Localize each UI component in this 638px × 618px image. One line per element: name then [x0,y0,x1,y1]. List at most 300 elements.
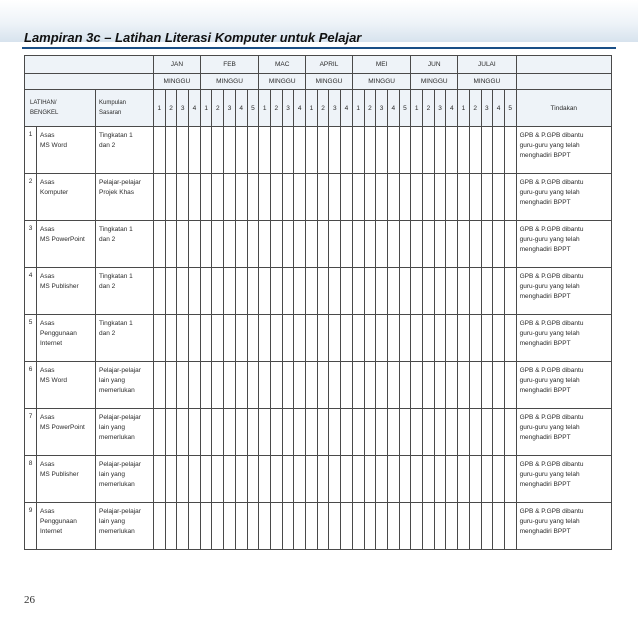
week-cell [493,268,505,315]
week-cell [317,503,329,550]
minggu-label: MINGGU [306,74,353,90]
week-number: 3 [434,90,446,127]
kumpulan-text: memerlukan [99,481,135,488]
week-cell [399,456,411,503]
week-cell [177,456,189,503]
latihan-cell [37,174,96,221]
week-cell [423,221,435,268]
kumpulan-text: Tingkatan 1 [99,226,133,233]
week-cell [434,315,446,362]
week-cell [399,315,411,362]
tindakan-text: GPB & P.GPB dibantu [519,179,584,186]
week-cell [235,315,247,362]
month-header-row [25,56,612,74]
week-cell [154,315,166,362]
week-cell [259,268,271,315]
week-cell [177,268,189,315]
latihan-cell [37,409,96,456]
tindakan-text: guru-guru yang telah [519,424,580,431]
kumpulan-cell [96,315,154,362]
week-cell [189,503,201,550]
week-cell [224,127,236,174]
month-jan: JAN [154,56,201,74]
week-cell [165,221,177,268]
week-cell [469,174,481,221]
week-number: 4 [341,90,353,127]
table-row [25,174,612,221]
week-cell [270,503,282,550]
week-number: 3 [224,90,236,127]
week-number: 2 [423,90,435,127]
tindakan-text: GPB & P.GPB dibantu [519,132,584,139]
kumpulan-cell [96,174,154,221]
kumpulan-text: dan 2 [99,236,116,243]
week-cell [423,362,435,409]
week-cell [247,456,259,503]
week-cell [294,362,306,409]
latihan-text: Asas [40,179,55,186]
week-cell [189,362,201,409]
week-cell [469,362,481,409]
week-cell [364,362,376,409]
tindakan-text: GPB & P.GPB dibantu [519,367,584,374]
latihan-text: Asas [40,226,55,233]
week-cell [259,362,271,409]
latihan-text: Asas [40,461,55,468]
week-cell [352,409,364,456]
week-cell [189,221,201,268]
tindakan-text: guru-guru yang telah [519,142,580,149]
week-cell [154,503,166,550]
week-cell [504,409,516,456]
week-cell [434,174,446,221]
week-cell [200,503,212,550]
week-cell [282,362,294,409]
week-number: 4 [446,90,458,127]
week-cell [247,503,259,550]
week-cell [282,174,294,221]
week-cell [493,127,505,174]
tindakan-text: GPB & P.GPB dibantu [519,461,584,468]
week-cell [235,127,247,174]
latihan-text: Penggunaan [40,518,77,525]
week-cell [481,221,493,268]
week-cell [165,174,177,221]
week-cell [481,127,493,174]
week-cell [200,268,212,315]
tindakan-cell [516,503,611,550]
week-number: 4 [235,90,247,127]
latihan-text: Penggunaan [40,330,77,337]
week-cell [341,127,353,174]
minggu-label: MINGGU [200,74,259,90]
tindakan-text: menghadiri BPPT [519,293,571,300]
week-cell [423,503,435,550]
week-cell [200,409,212,456]
week-cell [493,409,505,456]
kumpulan-cell [96,127,154,174]
week-cell [446,174,458,221]
week-cell [329,315,341,362]
month-feb: FEB [200,56,259,74]
latihan-text: MS PowerPoint [40,424,85,431]
kumpulan-text: Pelajar-pelajar [99,179,141,186]
week-cell [411,221,423,268]
tindakan-cell [516,127,611,174]
week-cell [504,456,516,503]
week-cell [294,174,306,221]
week-cell [317,315,329,362]
week-cell [364,409,376,456]
week-number: 4 [493,90,505,127]
column-header-row [25,90,612,127]
week-cell [469,503,481,550]
title-divider [22,47,616,49]
week-cell [212,456,224,503]
minggu-label: MINGGU [458,74,516,90]
week-cell [317,456,329,503]
week-cell [446,456,458,503]
kumpulan-text: lain yang [99,424,126,431]
tindakan-text: guru-guru yang telah [519,236,580,243]
week-number: 1 [200,90,212,127]
tindakan-cell [516,315,611,362]
kumpulan-header-line: Kumpulan [99,100,127,106]
latihan-text: MS Publisher [40,283,79,290]
week-cell [399,503,411,550]
week-cell [376,174,388,221]
kumpulan-cell [96,221,154,268]
week-cell [493,221,505,268]
week-number: 4 [189,90,201,127]
week-cell [294,221,306,268]
week-cell [165,127,177,174]
week-cell [493,362,505,409]
week-number: 3 [481,90,493,127]
week-cell [364,503,376,550]
week-cell [364,456,376,503]
latihan-text: Komputer [40,189,69,196]
latihan-cell [37,268,96,315]
table-row [25,362,612,409]
week-cell [235,409,247,456]
kumpulan-text: memerlukan [99,387,135,394]
tindakan-cell [516,268,611,315]
week-cell [317,221,329,268]
week-cell [247,127,259,174]
week-cell [259,503,271,550]
week-cell [224,268,236,315]
month-julai: JULAI [458,56,516,74]
week-cell [306,268,318,315]
week-cell [212,221,224,268]
week-cell [423,127,435,174]
week-cell [317,174,329,221]
week-cell [504,362,516,409]
week-cell [247,315,259,362]
week-number: 2 [364,90,376,127]
kumpulan-header [96,90,154,127]
latihan-text: MS PowerPoint [40,236,85,243]
week-cell [165,409,177,456]
week-cell [387,268,399,315]
week-cell [294,268,306,315]
week-cell [493,456,505,503]
week-cell [341,456,353,503]
week-cell [364,174,376,221]
week-cell [306,315,318,362]
week-cell [423,315,435,362]
week-cell [423,268,435,315]
week-cell [294,315,306,362]
table-row [25,315,612,362]
latihan-text: Asas [40,414,55,421]
week-cell [399,268,411,315]
row-number: 8 [25,456,37,503]
latihan-cell [37,221,96,268]
week-cell [458,127,470,174]
week-cell [177,174,189,221]
week-cell [154,127,166,174]
week-cell [282,127,294,174]
week-cell [294,456,306,503]
week-cell [235,221,247,268]
week-cell [352,268,364,315]
tindakan-text: menghadiri BPPT [519,387,571,394]
week-cell [434,268,446,315]
latihan-text: Internet [40,340,63,347]
week-cell [154,174,166,221]
kumpulan-text: Tingkatan 1 [99,320,133,327]
week-cell [458,174,470,221]
week-cell [189,315,201,362]
week-cell [376,456,388,503]
week-cell [154,221,166,268]
table-row [25,221,612,268]
week-cell [270,409,282,456]
week-cell [247,268,259,315]
kumpulan-text: lain yang [99,518,126,525]
week-cell [364,315,376,362]
week-number: 5 [504,90,516,127]
week-number: 3 [329,90,341,127]
week-cell [387,127,399,174]
week-cell [387,174,399,221]
row-number: 6 [25,362,37,409]
month-jun: JUN [411,56,458,74]
week-cell [341,268,353,315]
week-cell [282,221,294,268]
week-cell [504,268,516,315]
week-cell [387,503,399,550]
week-number: 4 [294,90,306,127]
row-number: 2 [25,174,37,221]
week-cell [341,174,353,221]
minggu-label: MINGGU [352,74,411,90]
week-cell [224,456,236,503]
week-cell [423,174,435,221]
week-cell [458,409,470,456]
week-cell [189,268,201,315]
week-cell [224,315,236,362]
kumpulan-text: dan 2 [99,142,116,149]
week-cell [399,221,411,268]
week-cell [212,268,224,315]
week-cell [376,221,388,268]
week-cell [458,315,470,362]
latihan-text: Asas [40,508,55,515]
week-cell [376,409,388,456]
week-cell [411,362,423,409]
week-cell [306,221,318,268]
week-cell [154,362,166,409]
minggu-header-row [25,74,612,90]
week-cell [212,174,224,221]
week-cell [364,127,376,174]
week-cell [434,127,446,174]
tindakan-cell [516,174,611,221]
page-number: 26 [24,594,35,606]
week-cell [259,127,271,174]
week-cell [329,174,341,221]
week-cell [329,362,341,409]
week-number: 2 [165,90,177,127]
week-cell [411,174,423,221]
tindakan-text: menghadiri BPPT [519,434,571,441]
week-cell [177,409,189,456]
week-cell [306,503,318,550]
week-cell [376,362,388,409]
latihan-text: Asas [40,273,55,280]
week-cell [411,315,423,362]
week-number: 4 [387,90,399,127]
week-cell [423,409,435,456]
week-cell [306,362,318,409]
week-cell [446,362,458,409]
week-cell [469,315,481,362]
week-cell [458,503,470,550]
week-cell [387,362,399,409]
week-cell [446,127,458,174]
week-cell [212,362,224,409]
week-cell [200,174,212,221]
week-cell [376,268,388,315]
week-cell [481,268,493,315]
kumpulan-text: lain yang [99,471,126,478]
week-cell [270,362,282,409]
week-cell [224,503,236,550]
week-cell [376,127,388,174]
latihan-text: Asas [40,320,55,327]
week-cell [282,409,294,456]
week-cell [154,268,166,315]
week-cell [352,221,364,268]
kumpulan-text: Tingkatan 1 [99,273,133,280]
week-cell [493,174,505,221]
week-cell [247,174,259,221]
tindakan-cell [516,221,611,268]
week-cell [469,409,481,456]
week-cell [224,409,236,456]
week-cell [399,362,411,409]
latihan-text: Internet [40,528,63,535]
week-cell [376,315,388,362]
kumpulan-text: Pelajar-pelajar [99,461,141,468]
week-cell [224,174,236,221]
week-cell [329,503,341,550]
week-cell [212,127,224,174]
week-cell [306,456,318,503]
week-cell [200,127,212,174]
week-cell [399,174,411,221]
week-cell [446,409,458,456]
week-cell [481,362,493,409]
latihan-cell [37,503,96,550]
kumpulan-cell [96,456,154,503]
week-cell [458,362,470,409]
blank-header-cell [516,56,611,74]
week-cell [411,503,423,550]
week-cell [212,409,224,456]
week-cell [329,127,341,174]
month-mac: MAC [259,56,306,74]
week-cell [469,456,481,503]
week-cell [481,174,493,221]
kumpulan-text: dan 2 [99,283,116,290]
row-number: 1 [25,127,37,174]
tindakan-text: menghadiri BPPT [519,481,571,488]
blank-header-cell [25,56,154,74]
week-cell [364,221,376,268]
week-cell [235,174,247,221]
week-number: 2 [317,90,329,127]
tindakan-text: GPB & P.GPB dibantu [519,508,584,515]
week-cell [329,268,341,315]
week-number: 1 [306,90,318,127]
week-cell [212,503,224,550]
week-cell [341,315,353,362]
week-cell [434,456,446,503]
week-cell [504,174,516,221]
tindakan-text: guru-guru yang telah [519,330,580,337]
week-cell [352,503,364,550]
week-cell [270,174,282,221]
week-number: 1 [352,90,364,127]
latihan-cell [37,127,96,174]
week-cell [493,503,505,550]
week-cell [469,268,481,315]
week-cell [177,221,189,268]
week-cell [423,456,435,503]
week-cell [504,221,516,268]
table-row [25,268,612,315]
week-cell [189,174,201,221]
week-cell [235,503,247,550]
week-cell [165,362,177,409]
week-cell [387,315,399,362]
kumpulan-text: memerlukan [99,434,135,441]
tindakan-text: menghadiri BPPT [519,199,571,206]
minggu-label: MINGGU [259,74,306,90]
week-cell [270,268,282,315]
week-cell [259,456,271,503]
kumpulan-header-line: Sasaran [99,110,122,116]
week-cell [446,268,458,315]
week-cell [282,456,294,503]
latihan-text: Asas [40,367,55,374]
week-cell [200,315,212,362]
week-number: 5 [399,90,411,127]
